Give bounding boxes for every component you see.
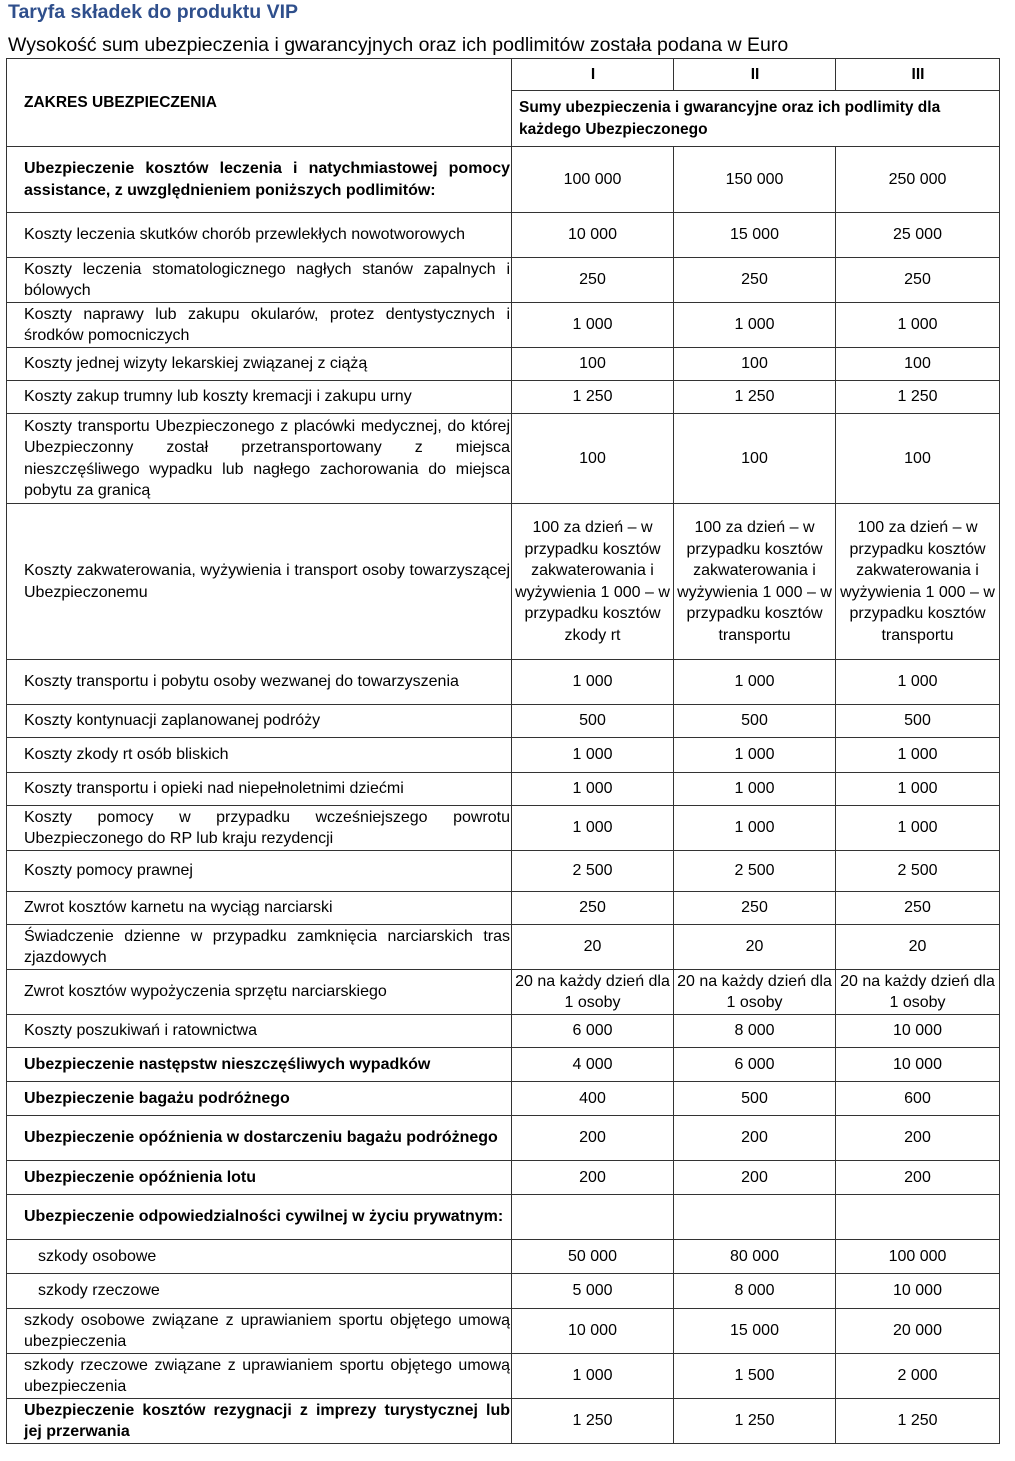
coverage-label: Koszty kontynuacji zaplanowanej podróży xyxy=(7,705,512,738)
table-row xyxy=(7,851,1000,892)
sum-cell-i: 250 xyxy=(512,892,674,925)
sum-cell-iii: 500 xyxy=(836,705,1000,738)
sum-cell-ii: 1 000 xyxy=(674,660,836,705)
table-row xyxy=(7,1082,1000,1116)
table-row xyxy=(7,1240,1000,1274)
sum-cell-i: 200 xyxy=(512,1116,674,1161)
sum-cell-iii: 200 xyxy=(836,1161,1000,1195)
sum-cell-i: 10 000 xyxy=(512,1309,674,1354)
sum-cell-i: 100 000 xyxy=(512,147,674,213)
sum-cell-ii xyxy=(674,1195,836,1240)
column-header-i: I xyxy=(512,59,674,91)
sum-cell-i: 1 000 xyxy=(512,303,674,348)
table-row xyxy=(7,504,1000,660)
sum-cell-iii: 20 na każdy dzień dla 1 osoby xyxy=(836,970,1000,1015)
sum-cell-iii: 2 500 xyxy=(836,851,1000,892)
sum-cell-i: 500 xyxy=(512,705,674,738)
table-row xyxy=(7,1048,1000,1082)
sum-cell-iii: 1 000 xyxy=(836,660,1000,705)
page-title: Taryfa składek do produktu VIP xyxy=(8,1,299,23)
sum-cell-iii: 1 000 xyxy=(836,738,1000,773)
coverage-label: Koszty transportu i pobytu osoby wezwanej do towarzyszenia xyxy=(7,660,512,705)
sum-cell-i xyxy=(512,1195,674,1240)
sum-cell-iii: 20 xyxy=(836,925,1000,970)
sum-cell-i: 50 000 xyxy=(512,1240,674,1274)
sum-cell-i: 4 000 xyxy=(512,1048,674,1082)
coverage-label: szkody rzeczowe związane z uprawianiem sportu objętego umową ubezpieczenia xyxy=(7,1354,512,1399)
sum-cell-i: 2 500 xyxy=(512,851,674,892)
page-subtitle: Wysokość sum ubezpieczenia i gwarancyjnych oraz ich podlimitów została podana w Euro xyxy=(8,34,789,56)
sum-cell-ii: 15 000 xyxy=(674,1309,836,1354)
coverage-label: Koszty poszukiwań i ratownictwa xyxy=(7,1015,512,1048)
table-row xyxy=(7,1161,1000,1195)
sum-cell-iii: 20 000 xyxy=(836,1309,1000,1354)
coverage-label: Ubezpieczenie następstw nieszczęśliwych wypadków xyxy=(7,1048,512,1082)
sum-cell-iii: 100 za dzień – w przypadku kosztów zakwaterowania i wyżywienia 1 000 – w przypadku kosztów transportu xyxy=(836,504,1000,660)
sum-cell-i: 10 000 xyxy=(512,213,674,258)
table-row xyxy=(7,258,1000,303)
table-row xyxy=(7,1116,1000,1161)
table-row xyxy=(7,892,1000,925)
sum-cell-iii: 200 xyxy=(836,1116,1000,1161)
scope-header: ZAKRES UBEZPIECZENIA xyxy=(7,59,512,147)
sum-cell-ii: 200 xyxy=(674,1161,836,1195)
table-row xyxy=(7,1399,1000,1444)
sum-cell-ii: 20 na każdy dzień dla 1 osoby xyxy=(674,970,836,1015)
table-row xyxy=(7,773,1000,806)
table-row xyxy=(7,213,1000,258)
column-header-iii: III xyxy=(836,59,1000,91)
table-row xyxy=(7,1274,1000,1309)
table-row xyxy=(7,381,1000,414)
sum-cell-ii: 500 xyxy=(674,1082,836,1116)
coverage-label: Ubezpieczenie opóźnienia w dostarczeniu bagażu podróżnego xyxy=(7,1116,512,1161)
sum-cell-iii: 1 250 xyxy=(836,381,1000,414)
sum-cell-iii: 100 000 xyxy=(836,1240,1000,1274)
sum-cell-ii: 250 xyxy=(674,258,836,303)
sum-cell-ii: 1 000 xyxy=(674,806,836,851)
table-row xyxy=(7,1015,1000,1048)
table-row xyxy=(7,660,1000,705)
coverage-label: Zwrot kosztów wypożyczenia sprzętu narciarskiego xyxy=(7,970,512,1015)
coverage-label: Koszty pomocy prawnej xyxy=(7,851,512,892)
sum-cell-ii: 6 000 xyxy=(674,1048,836,1082)
table-row xyxy=(7,970,1000,1015)
sum-cell-iii: 250 000 xyxy=(836,147,1000,213)
sum-cell-ii: 1 000 xyxy=(674,773,836,806)
sum-cell-iii: 25 000 xyxy=(836,213,1000,258)
sum-cell-ii: 200 xyxy=(674,1116,836,1161)
sum-cell-i: 5 000 xyxy=(512,1274,674,1309)
sum-cell-ii: 100 za dzień – w przypadku kosztów zakwaterowania i wyżywienia 1 000 – w przypadku kosztów transportu xyxy=(674,504,836,660)
coverage-label: Ubezpieczenie odpowiedzialności cywilnej w życiu prywatnym: xyxy=(7,1195,512,1240)
sum-cell-i: 400 xyxy=(512,1082,674,1116)
coverage-label: Ubezpieczenie kosztów leczenia i natychmiastowej pomocy assistance, z uwzględnieniem poniższych podlimitów: xyxy=(7,147,512,213)
sum-cell-i: 1 000 xyxy=(512,660,674,705)
sum-cell-i: 1 000 xyxy=(512,738,674,773)
table-row xyxy=(7,1309,1000,1354)
sum-cell-iii: 100 xyxy=(836,414,1000,504)
sum-cell-iii: 10 000 xyxy=(836,1274,1000,1309)
sum-cell-ii: 15 000 xyxy=(674,213,836,258)
sum-cell-ii: 1 250 xyxy=(674,381,836,414)
sum-cell-iii: 250 xyxy=(836,892,1000,925)
sum-cell-ii: 1 000 xyxy=(674,738,836,773)
sum-cell-iii: 1 250 xyxy=(836,1399,1000,1444)
coverage-label: Koszty leczenia skutków chorób przewlekłych nowotworowych xyxy=(7,213,512,258)
coverage-label: Koszty transportu Ubezpieczonego z placówki medycznej, do której Ubezpieczonny został przetransportowany z miejsca nieszczęśliwego wypadku lub nagłego zachorowania do miejsca pobytu za granicą xyxy=(7,414,512,504)
header-row xyxy=(7,59,1000,91)
table-row xyxy=(7,925,1000,970)
sum-cell-iii: 100 xyxy=(836,348,1000,381)
coverage-label: Koszty zakwaterowania, wyżywienia i transport osoby towarzyszącej Ubezpieczonemu xyxy=(7,504,512,660)
sum-cell-ii: 8 000 xyxy=(674,1274,836,1309)
coverage-label: szkody osobowe xyxy=(7,1240,512,1274)
table-row xyxy=(7,348,1000,381)
sum-cell-iii: 1 000 xyxy=(836,806,1000,851)
coverage-label: szkody osobowe związane z uprawianiem sportu objętego umową ubezpieczenia xyxy=(7,1309,512,1354)
sum-cell-iii: 1 000 xyxy=(836,773,1000,806)
sum-cell-i: 1 000 xyxy=(512,806,674,851)
table-row xyxy=(7,738,1000,773)
sum-cell-iii: 10 000 xyxy=(836,1048,1000,1082)
sum-cell-ii: 1 250 xyxy=(674,1399,836,1444)
table-row xyxy=(7,705,1000,738)
sum-cell-iii: 600 xyxy=(836,1082,1000,1116)
sum-cell-ii: 250 xyxy=(674,892,836,925)
tariff-table xyxy=(6,58,1000,1444)
sum-cell-iii xyxy=(836,1195,1000,1240)
table-row xyxy=(7,147,1000,213)
sum-cell-i: 100 xyxy=(512,414,674,504)
coverage-label: szkody rzeczowe xyxy=(7,1274,512,1309)
sum-cell-iii: 10 000 xyxy=(836,1015,1000,1048)
sum-cell-ii: 100 xyxy=(674,414,836,504)
sum-cell-ii: 80 000 xyxy=(674,1240,836,1274)
sum-cell-i: 1 250 xyxy=(512,1399,674,1444)
table-row xyxy=(7,1354,1000,1399)
sum-cell-i: 1 000 xyxy=(512,1354,674,1399)
sum-cell-i: 100 xyxy=(512,348,674,381)
sum-cell-ii: 500 xyxy=(674,705,836,738)
coverage-label: Ubezpieczenie kosztów rezygnacji z imprezy turystycznej lub jej przerwania xyxy=(7,1399,512,1444)
coverage-label: Koszty transportu i opieki nad niepełnoletnimi dziećmi xyxy=(7,773,512,806)
sum-cell-ii: 8 000 xyxy=(674,1015,836,1048)
sum-cell-i: 250 xyxy=(512,258,674,303)
sum-cell-i: 6 000 xyxy=(512,1015,674,1048)
coverage-label: Zwrot kosztów karnetu na wyciąg narciarski xyxy=(7,892,512,925)
sum-cell-ii: 100 xyxy=(674,348,836,381)
table-row xyxy=(7,806,1000,851)
coverage-label: Koszty leczenia stomatologicznego nagłych stanów zapalnych i bólowych xyxy=(7,258,512,303)
sum-cell-i: 1 000 xyxy=(512,773,674,806)
column-header-ii: II xyxy=(674,59,836,91)
sum-cell-i: 100 za dzień – w przypadku kosztów zakwaterowania i wyżywienia 1 000 – w przypadku kosztów zkody rt xyxy=(512,504,674,660)
sum-cell-ii: 1 000 xyxy=(674,303,836,348)
coverage-label: Koszty pomocy w przypadku wcześniejszego powrotu Ubezpieczonego do RP lub kraju rezydencji xyxy=(7,806,512,851)
table-row xyxy=(7,303,1000,348)
sum-cell-i: 200 xyxy=(512,1161,674,1195)
sum-cell-i: 1 250 xyxy=(512,381,674,414)
coverage-label: Koszty jednej wizyty lekarskiej związanej z ciążą xyxy=(7,348,512,381)
table-row xyxy=(7,1195,1000,1240)
coverage-label: Ubezpieczenie opóźnienia lotu xyxy=(7,1161,512,1195)
table-row xyxy=(7,414,1000,504)
coverage-label: Świadczenie dzienne w przypadku zamknięcia narciarskich tras zjazdowych xyxy=(7,925,512,970)
sum-cell-iii: 2 000 xyxy=(836,1354,1000,1399)
sum-cell-i: 20 na każdy dzień dla 1 osoby xyxy=(512,970,674,1015)
coverage-label: Koszty naprawy lub zakupu okularów, protez dentystycznych i środków pomocniczych xyxy=(7,303,512,348)
sum-cell-iii: 1 000 xyxy=(836,303,1000,348)
sum-cell-i: 20 xyxy=(512,925,674,970)
sum-cell-ii: 1 500 xyxy=(674,1354,836,1399)
sum-cell-ii: 150 000 xyxy=(674,147,836,213)
sums-header: Sumy ubezpieczenia i gwarancyjne oraz ich podlimity dla każdego Ubezpieczonego xyxy=(512,91,1000,147)
sum-cell-iii: 250 xyxy=(836,258,1000,303)
coverage-label: Ubezpieczenie bagażu podróżnego xyxy=(7,1082,512,1116)
sum-cell-ii: 2 500 xyxy=(674,851,836,892)
coverage-label: Koszty zkody rt osób bliskich xyxy=(7,738,512,773)
coverage-label: Koszty zakup trumny lub koszty kremacji i zakupu urny xyxy=(7,381,512,414)
sum-cell-ii: 20 xyxy=(674,925,836,970)
